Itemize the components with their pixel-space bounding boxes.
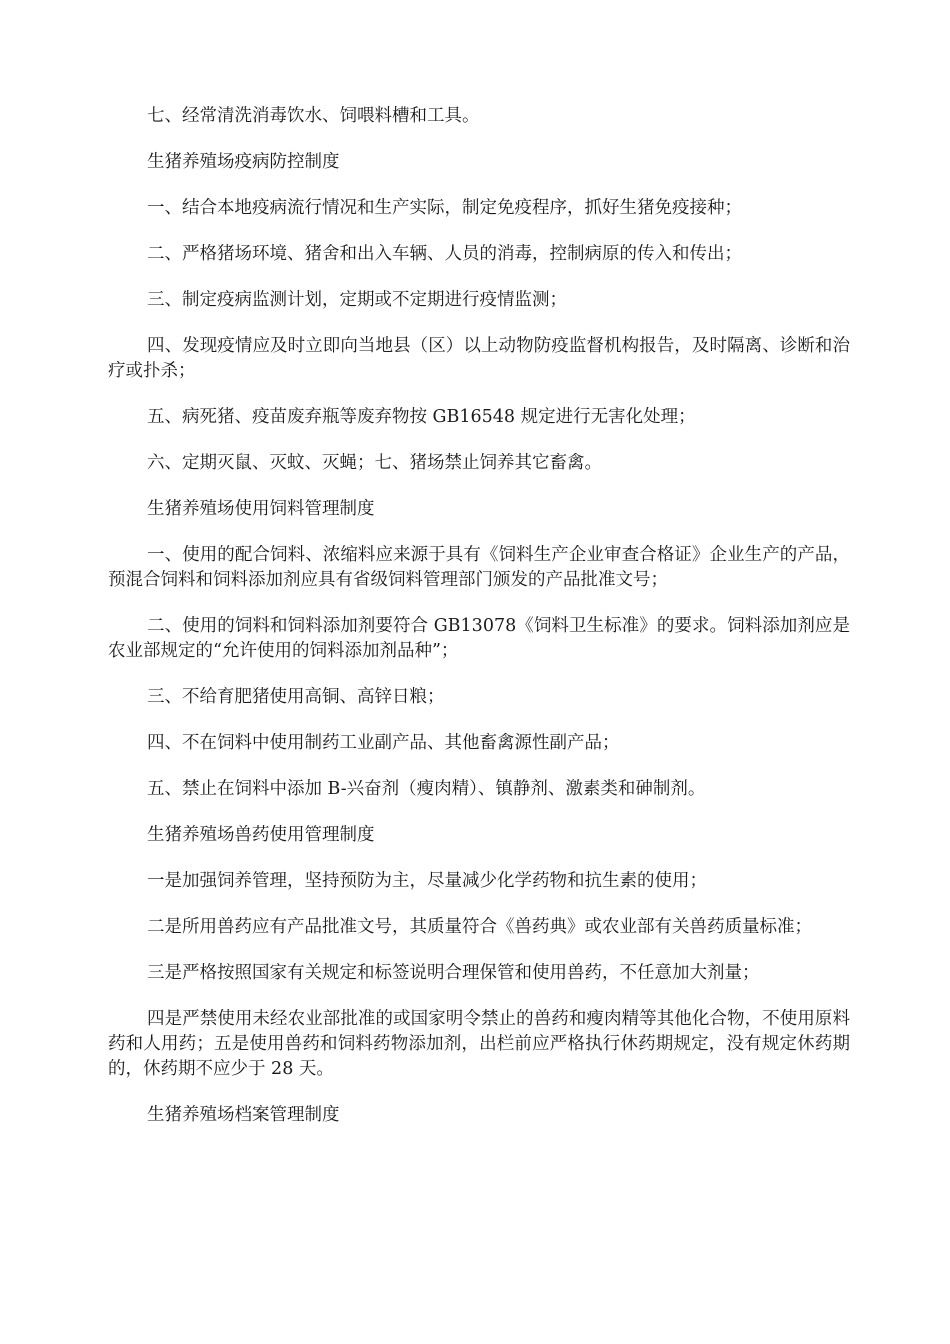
paragraph-item: 三、不给育肥猪使用高铜、高锌日粮；	[147, 687, 445, 707]
paragraph-item: 一、结合本地疫病流行情况和生产实际，制定免疫程序，抓好生猪免疫接种；	[147, 198, 742, 218]
paragraph-item: 六、定期灭鼠、灭蚊、灭蝇；七、猪场禁止饲养其它畜禽。	[147, 453, 602, 473]
document-page	[108, 104, 850, 1149]
paragraph-item: 三是严格按照国家有关规定和标签说明合理保管和使用兽药，不任意加大剂量；	[147, 963, 760, 983]
paragraph-item: 一、使用的配合饲料、浓缩料应来源于具有《饲料生产企业审查合格证》企业生产的产品，预混合饲料和饲料添加剂应具有省级饲料管理部门颁发的产品批准文号；	[108, 545, 850, 590]
paragraph-item: 三、制定疫病监测计划，定期或不定期进行疫情监测；	[147, 290, 567, 310]
paragraph-item: 一是加强饲养管理，坚持预防为主，尽量减少化学药物和抗生素的使用；	[147, 871, 707, 891]
paragraph-item: 二是所用兽药应有产品批准文号，其质量符合《兽药典》或农业部有关兽药质量标准；	[147, 917, 812, 937]
paragraph-item: 二、使用的饲料和饲料添加剂要符合 GB13078《饲料卫生标准》的要求。饲料添加剂应是农业部规定的“允许使用的饲料添加剂品种”；	[108, 616, 850, 661]
section-heading: 生猪养殖场疫病防控制度	[147, 152, 340, 172]
section-heading: 生猪养殖场使用饲料管理制度	[147, 499, 375, 519]
section-heading: 生猪养殖场兽药使用管理制度	[147, 825, 375, 845]
paragraph-item: 四、不在饲料中使用制药工业副产品、其他畜禽源性副产品；	[147, 733, 620, 753]
paragraph-item: 七、经常清洗消毒饮水、饲喂料槽和工具。	[147, 106, 480, 126]
paragraph-item: 五、禁止在饲料中添加 B-兴奋剂（瘦肉精）、镇静剂、激素类和砷制剂。	[147, 779, 706, 799]
paragraph-item: 四是严禁使用未经农业部批准的或国家明令禁止的兽药和瘦肉精等其他化合物，不使用原料药和人用药；五是使用兽药和饲料药物添加剂，出栏前应严格执行休药期规定，没有规定休药期的，休药期不应少于 28 天。	[108, 1009, 850, 1079]
paragraph-item: 五、病死猪、疫苗废弃瓶等废弃物按 GB16548 规定进行无害化处理；	[147, 407, 696, 427]
paragraph-item: 二、严格猪场环境、猪舍和出入车辆、人员的消毒，控制病原的传入和传出；	[147, 244, 742, 264]
section-heading: 生猪养殖场档案管理制度	[147, 1105, 340, 1125]
paragraph-item: 四、发现疫情应及时立即向当地县（区）以上动物防疫监督机构报告，及时隔离、诊断和治疗或扑杀；	[108, 336, 850, 381]
